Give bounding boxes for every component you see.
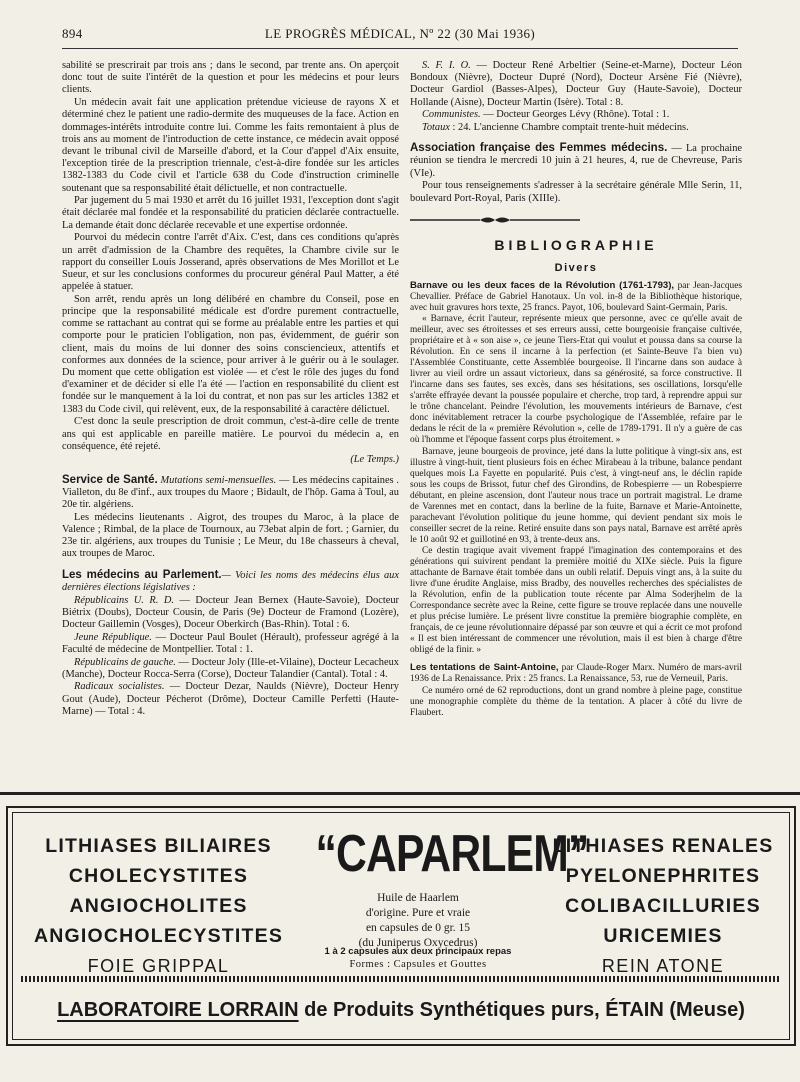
ad-indications-right: [533, 831, 793, 981]
indication: COLIBACILLURIES: [565, 895, 761, 917]
section-heading: Les médecins au Parlement.: [62, 568, 222, 581]
dotted-divider: [21, 976, 781, 982]
indication: REIN ATONE: [601, 956, 725, 976]
laboratory-name: LABORATOIRE LORRAIN: [57, 999, 299, 1021]
indication: LITHIASES BILIAIRES: [45, 835, 272, 857]
paragraph: Un médecin avait fait une application prétendue vicieuse de rayons X et déterminé chez le patient une radio-dermite des muqueuses de la face. Action en dommages-intérêts introduite contre lui. Comme les faits remontaient à plus de trois ans au moment de l'introduction de cette instance, ce médecin avait opposé devant le tribunal civil de Marseille d'abord, et la Cour d'appel d'Aix ensuite, l'exception tirée de la prescription triennale, c'est-à-dire fondée sur les articles 1382-1383 du Code civil et l'article 638 du Code d'instruction criminelle soutenant que sa responsabilité était délictuelle, et non contractuelle.: [62, 97, 399, 194]
indication: ANGIOCHOLITES: [69, 895, 248, 917]
book-review-paragraph: Barnave, jeune bourgeois de province, jeté dans la lutte politique à vingt-six ans, est illustre à vingt-huit, tient plusieurs fois en échec Mirabeau à la tribune, balance pendant quelques mois La Fayette en popularité. Puis c'est, à vingt-neuf ans, le déclin rapide sous les coups de Brissot, futur chef des Girondins, de Robespierre — un Robespierre débutant, en pleine ascension, dont l'auteur nous trace un portrait magistral. Le drame de Varennes met en contact, dans la berline de la fuite, Barnave et Marie-Antoinette, parachevant l'évolution politique du jeune homme, qui devient pendant six mois le conseiller secret de la reine. Retiré ensuite dans son pays natal, Barnave est arrêté après le 10 août 92 et guillotiné en 93, à trente-deux ans.: [410, 446, 742, 545]
paragraph: C'est donc la seule prescription de droit commun, c'est-à-dire celle de trente ans qui est applicable en pareille matière. Le pourvoi du médecin a, en conséquence, été rejeté.: [62, 416, 399, 452]
paragraph: Pour tous renseignements s'adresser à la secrétaire générale Mlle Serin, 11, boulevard Port-Royal, Paris (XIIIe).: [410, 180, 742, 204]
indication: ANGIOCHOLECYSTITES: [33, 925, 284, 947]
book-review-paragraph: « Barnave, écrit l'auteur, représente mieux que personne, avec ce qu'elle avait de meilleur, avec ses étroitesses et ses erreurs aussi, cette bourgeoisie française cultivée, propriétaire et à « son aise », ce jeune Tiers-Etat qui voulut et poussa dans sa course la Révolution. En ce sens il incarne à la perfection (et Sainte-Beuve l'a bien vu) l'Assemblée Constituante, cette Assemblée bourgeoise. Il l'incarne dans son audace à livrer au vieil ordre un assaut victorieux, dans sa générosité, sa force constructive. Il l'incarne dans ses fautes, ses excès, dans ses hésitations, ses oscillations, lorsqu'elle s'arrête effrayée devant la poussée populaire et cherche, trop tard, à reprendre appui sur le trône chancelant. Peindre l'évolution, les mouvements intérieurs de Barnave, c'est donc inévitablement retracer la courbe psychologique de l'Assemblée, refaire par le dedans le récit de la « première Révolution », celle de 1789-1791. Il n'y a guère de cas où l'homme et l'époque fassent corps plus étroitement. »: [410, 314, 742, 446]
section-heading: Association française des Femmes médecins.: [410, 142, 668, 155]
book-review-paragraph: Ce numéro orné de 62 reproductions, dont un grand nombre à pleine page, constitue une monographie complète du thème de la tentation. A placer à côté du livre de Flaubert.: [410, 685, 742, 718]
right-column: [410, 60, 742, 719]
party-entry: Totaux : 24. L'ancienne Chambre comptait trente-huit médecins.: [422, 122, 689, 134]
party-entry: S. F. I. O. — Docteur René Arbeltier (Seine-et-Marne), Docteur Léon Bondoux (Nièvre), Docteur Dupré (Nord), Docteur Arsène Fié (Nièvre), Docteur Gardiol (Basses-Alpes), Docteur Guy (Haute-Savoie), Docteur Hollande (Aisne), Docteur Martin (Isère). Total : 8.: [410, 60, 742, 108]
ad-inner-frame: [12, 812, 790, 1040]
left-column: [62, 60, 399, 719]
bibliography-heading: BIBLIOGRAPHIE: [494, 237, 658, 254]
advertisement-separator: [0, 792, 800, 795]
journal-title: LE PROGRÈS MÉDICAL, Nº 22 (30 Mai 1936): [264, 26, 536, 41]
ad-brand-block: [293, 823, 589, 951]
section-subheading: — Voici les noms des médecins élus aux dernières élections législatives :: [62, 569, 399, 593]
paragraph: Les médecins lieutenants . Aigrot, des troupes du Maroc, à la place de Valence ; Rimbal, de la place de Tournoux, au 73ebat alpin de fort. ; Garnier, du 23e tir. algériens, aux troupes du Tunisie ; Le Meur, du 18e chasseurs à cheval, aux troupes de Maroc.: [62, 511, 399, 560]
brand-name: “CAPARLEM”: [315, 825, 589, 883]
caparlem-advertisement: [6, 806, 796, 1046]
laboratory-details: de Produits Synthétiques purs, ÉTAIN (Meuse): [298, 999, 745, 1021]
ornament-divider-icon: [410, 215, 580, 225]
section-heading: Service de Santé.: [62, 473, 158, 486]
book-review-paragraph: Ce destin tragique avait vivement frappé l'imagination des contemporains et des générations qui suivirent pendant la première moitié du XIXe siècle. Puis la figure attachante de Barnave était tombée dans un oubli relatif. Depuis vingt ans, à la suite du livre d'une érudite Anglaise, miss Bradby, des nouvelles recherches des spécialistes de la Révolution, enfin de la publication toute récente par Alma Soderjhelm de la Correspondance secrète avec la Reine, cette figure se trouve replacée dans une nouvelle et plus précise lumière. Le présent livre constitue la première biographie complète, en français, de ce jeune révolutionnaire dépassé par son œuvre et qui a écrit ce mot profond « Il est bien intéressant de commencer une révolution, mais il est bien à charge d'être obligé de la finir. »: [410, 546, 742, 656]
paragraph: sabilité se prescrirait par trois ans ; dans le second, par trente ans. On aperçoit donc tout de suite l'intérêt de la question et pour les médecins et pour leurs clients.: [62, 60, 399, 96]
party-entry: Républicains de gauche. — Docteur Joly (Ille-et-Vilaine), Docteur Lecacheux (Manche), Docteur Rocca-Serra (Corse), Docteur Talandier (Cantal). Total : 4.: [62, 656, 399, 680]
ad-indications-left: [21, 831, 296, 981]
party-entry: Jeune République. — Docteur Paul Boulet (Hérault), professeur agrégé à la Faculté de médecine de Montpellier. Total : 1.: [62, 631, 399, 655]
paragraph: Pourvoi du médecin contre l'arrêt d'Aix. C'est, dans ces conditions qu'après un arrêt d'admission de la Chambre des requêtes, la Chambre civile sur le rapport du conseiller Louis Josserand, après observations de Mes Morillot et Le Sueur, et sur les conclusions conformes du procureur général Paul Matter, a été appelée à statuer.: [62, 232, 399, 293]
page-header: [62, 26, 738, 46]
book-entry: Barnave ou les deux faces de la Révolution (1761-1793), par Jean-Jacques Chevallier. Préface de Gabriel Hanotaux. Un vol. in-8 de la Bibliothèque historique, avec huit gravures hors texte, 25 francs. Payot, 106, boulevard Saint-Germain, Paris.: [410, 279, 743, 313]
party-entry: Radicaux socialistes. — Docteur Dezar, Naulds (Nièvre), Docteur Henry Gout (Aude), Docteur Pécherot (Drôme), Docteur Camille Perfetti (Haute-Marne) — Total : 4.: [62, 681, 399, 717]
section-parlement: [62, 569, 399, 594]
laboratory-line: [13, 999, 789, 1022]
party-entry: Communistes. — Docteur Georges Lévy (Rhône). Total : 1.: [422, 109, 670, 121]
dosage-block: [293, 945, 543, 971]
header-rule: [62, 48, 738, 49]
dosage-text: 1 à 2 capsules aux deux principaux repas: [324, 946, 512, 957]
source-citation: (Le Temps.): [350, 453, 399, 465]
paragraph: Son arrêt, rendu après un long délibéré en chambre du Conseil, pose en principe que la responsabilité médicale est d'ordre purement contractuelle, comme se rattachant au contrat qui se forme au préalable entre les parties et qui comporte pour le praticien l'obligation, non pas, évidemment, de guérir son client, mais du moins de lui donner des soins consciencieux, attentifs et conformes aux données de la science, pour arriver à le guérir ou à le soulager. Du moment que cette obligation est violée — et c'est le rôle des juges du fond d'examiner et de décider si elle l'a été — l'action en responsabilité du client est fondée sur le manquement à la loi du contrat, et non pas sur les articles 1382 et 1383 du Code civil, qui relèvent, eux, de la responsabilité à caractère délictuel.: [62, 293, 399, 415]
section-subheading: Mutations semi-mensuelles.: [160, 474, 277, 486]
formes-text: Formes : Capsules et Gouttes: [349, 959, 487, 970]
paragraph: Par jugement du 5 mai 1930 et arrêt du 16 juillet 1931, l'exception dont s'agit était déclarée mal fondée et la responsabilité du praticien déclarée contractuelle. La demande était donc déclarée recevable et une expertise ordonnée.: [62, 195, 399, 231]
section-association: Association française des Femmes médecins. — La prochaine réunion se tiendra le mercredi 10 juin à 21 heures, 4, rue de Chevreuse, Paris (VIe).: [410, 142, 742, 179]
divers-heading: Divers: [554, 261, 598, 274]
indication: URICEMIES: [603, 925, 723, 947]
party-entry: Républicains U. R. D. — Docteur Jean Bernex (Haute-Savoie), Docteur Biétrix (Doubs), Docteur Cousin, de Paris (9e) Docteur de Framond (Lozère), Docteur Gaillemin (Vosges), Doceur Oberkirch (Bas-Rhin). Total : 6.: [62, 594, 399, 630]
indication: LITHIASES RENALES: [552, 835, 774, 857]
indication: PYELONEPHRITES: [565, 865, 761, 887]
section-service-sante: Service de Santé. Mutations semi-mensuelles. — Les médecins capitaines . Vialleton, du 8e d'inf., aux troupes du Maore ; Bidault, de l'hôp. Gama à Toul, au 20e tir. algériens.: [62, 473, 400, 511]
product-description: Huile de Haarlem d'origine. Pure et vraie en capsules de 0 gr. 15 (du Juniperus Oxycedrus): [358, 892, 478, 949]
indication: CHOLECYSTITES: [68, 865, 249, 887]
page-number: 894: [62, 26, 83, 41]
book-entry: Les tentations de Saint-Antoine, par Claude-Roger Marx. Numéro de mars-avril 1936 de La Renaissance. Prix : 25 francs. La Renaissance, 53, rue de Verneuil, Paris.: [410, 662, 742, 685]
indication: FOIE GRIPPAL: [87, 956, 230, 976]
